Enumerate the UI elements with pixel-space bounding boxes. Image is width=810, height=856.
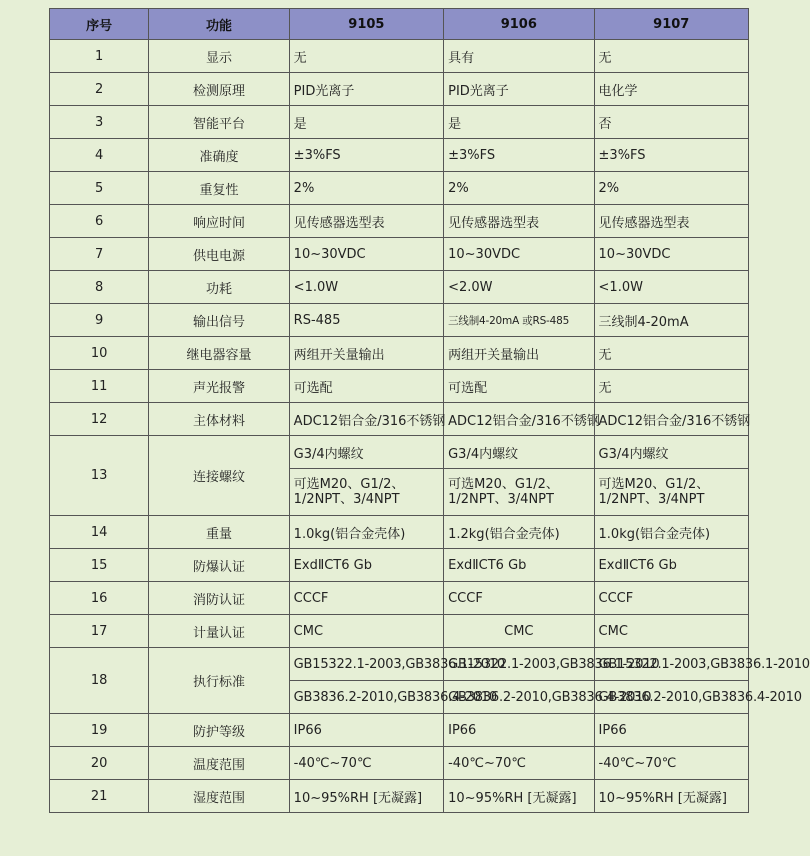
cell-9107: ExdⅡCT6 Gb xyxy=(594,549,748,582)
cell-9107: 2% xyxy=(594,172,748,205)
row-function: 供电电源 xyxy=(149,238,289,271)
cell-9107: 1.0kg(铝合金壳体) xyxy=(594,516,748,549)
cell-9105: -40℃~70℃ xyxy=(289,747,443,780)
cell-9107: 无 xyxy=(594,337,748,370)
cell-9107: 见传感器选型表 xyxy=(594,205,748,238)
options-line-1: 可选M20、G1/2、 xyxy=(293,477,405,492)
cell-9107-options xyxy=(594,469,748,516)
cell-9107: 三线制4-20mA xyxy=(594,304,748,337)
options-line-2: 1/2NPT、3/4NPT xyxy=(448,492,554,507)
header-no: 序号 xyxy=(50,9,149,40)
header-model-9106: 9106 xyxy=(444,9,594,40)
options-line-1: 可选M20、G1/2、 xyxy=(448,477,559,492)
cell-9106: IP66 xyxy=(444,714,594,747)
row-function: 输出信号 xyxy=(149,304,289,337)
cell-9107: CCCF xyxy=(594,582,748,615)
row-number: 19 xyxy=(50,714,149,747)
row-function: 声光报警 xyxy=(149,370,289,403)
cell-9106: G3/4内螺纹 xyxy=(444,436,594,469)
cell-9105: 两组开关量输出 xyxy=(289,337,443,370)
row-number: 3 xyxy=(50,106,149,139)
table-row xyxy=(50,780,749,813)
table-row xyxy=(50,403,749,436)
row-function: 继电器容量 xyxy=(149,337,289,370)
cell-9106: 具有 xyxy=(444,40,594,73)
cell-9105: 1.0kg(铝合金壳体) xyxy=(289,516,443,549)
row-function: 湿度范围 xyxy=(149,780,289,813)
options-line-1: 可选M20、G1/2、 xyxy=(598,477,710,492)
table-row xyxy=(50,40,749,73)
table-row xyxy=(50,615,749,648)
row-function: 显示 xyxy=(149,40,289,73)
row-function: 防爆认证 xyxy=(149,549,289,582)
row-number: 15 xyxy=(50,549,149,582)
cell-9105: 见传感器选型表 xyxy=(289,205,443,238)
cell-9107: -40℃~70℃ xyxy=(594,747,748,780)
cell-9105: PID光离子 xyxy=(289,73,443,106)
header-function: 功能 xyxy=(149,9,289,40)
cell-9106: 两组开关量输出 xyxy=(444,337,594,370)
cell-9105: RS-485 xyxy=(289,304,443,337)
row-number: 1 xyxy=(50,40,149,73)
row-number: 5 xyxy=(50,172,149,205)
cell-9106: ADC12铝合金/316不锈钢 xyxy=(444,403,594,436)
cell-9105: 是 xyxy=(289,106,443,139)
row-function: 重量 xyxy=(149,516,289,549)
table-row xyxy=(50,549,749,582)
row-number: 2 xyxy=(50,73,149,106)
cell-9105: G3/4内螺纹 xyxy=(289,436,443,469)
row-number: 9 xyxy=(50,304,149,337)
row-number: 14 xyxy=(50,516,149,549)
header-row xyxy=(50,9,749,40)
row-function: 准确度 xyxy=(149,139,289,172)
cell-9107: IP66 xyxy=(594,714,748,747)
row-function: 温度范围 xyxy=(149,747,289,780)
row-number: 10 xyxy=(50,337,149,370)
cell-9106: 10~30VDC xyxy=(444,238,594,271)
row-number: 8 xyxy=(50,271,149,304)
cell-9106: CMC xyxy=(444,615,594,648)
cell-9107: 无 xyxy=(594,370,748,403)
cell-9105: 10~95%RH [无凝露] xyxy=(289,780,443,813)
header-model-9105: 9105 xyxy=(289,9,443,40)
cell-9106: -40℃~70℃ xyxy=(444,747,594,780)
row-number: 4 xyxy=(50,139,149,172)
cell-9106: 10~95%RH [无凝露] xyxy=(444,780,594,813)
cell-9106: <2.0W xyxy=(444,271,594,304)
cell-9106: 是 xyxy=(444,106,594,139)
row-number: 6 xyxy=(50,205,149,238)
cell-9105: ExdⅡCT6 Gb xyxy=(289,549,443,582)
row-number: 11 xyxy=(50,370,149,403)
table-row xyxy=(50,648,749,681)
cell-9106-options xyxy=(444,469,594,516)
cell-9105: 10~30VDC xyxy=(289,238,443,271)
table-row xyxy=(50,747,749,780)
options-line-2: 1/2NPT、3/4NPT xyxy=(293,492,400,507)
cell-9107: CMC xyxy=(594,615,748,648)
table-row xyxy=(50,436,749,469)
cell-9105: GB15322.1-2003,GB3836.1-2010 xyxy=(289,648,443,681)
cell-9106: PID光离子 xyxy=(444,73,594,106)
table-row xyxy=(50,304,749,337)
table-row xyxy=(50,205,749,238)
table-row xyxy=(50,238,749,271)
cell-9107: ADC12铝合金/316不锈钢 xyxy=(594,403,748,436)
row-function: 检测原理 xyxy=(149,73,289,106)
cell-9105-options xyxy=(289,469,443,516)
cell-9105: CMC xyxy=(289,615,443,648)
cell-9106: 2% xyxy=(444,172,594,205)
cell-9106: GB15322.1-2003,GB3836.1-2010 xyxy=(444,648,594,681)
table-row xyxy=(50,516,749,549)
cell-9106: 可选配 xyxy=(444,370,594,403)
row-function: 响应时间 xyxy=(149,205,289,238)
cell-9106: 三线制4-20mA 或RS-485 xyxy=(444,304,594,337)
cell-9107: 无 xyxy=(594,40,748,73)
row-number: 21 xyxy=(50,780,149,813)
cell-9107: ±3%FS xyxy=(594,139,748,172)
cell-9105: 2% xyxy=(289,172,443,205)
cell-9105-extra: GB3836.2-2010,GB3836.4-2010 xyxy=(289,681,443,714)
row-number: 13 xyxy=(50,436,149,516)
cell-9105: CCCF xyxy=(289,582,443,615)
cell-9107: G3/4内螺纹 xyxy=(594,436,748,469)
row-function: 智能平台 xyxy=(149,106,289,139)
row-function: 功耗 xyxy=(149,271,289,304)
table-row xyxy=(50,73,749,106)
cell-9106: 1.2kg(铝合金壳体) xyxy=(444,516,594,549)
cell-9105: 无 xyxy=(289,40,443,73)
cell-9106: 见传感器选型表 xyxy=(444,205,594,238)
row-function: 主体材料 xyxy=(149,403,289,436)
cell-9105: ADC12铝合金/316不锈钢 xyxy=(289,403,443,436)
cell-9107-extra: GB3836.2-2010,GB3836.4-2010 xyxy=(594,681,748,714)
table-row xyxy=(50,582,749,615)
row-function: 连接螺纹 xyxy=(149,436,289,516)
row-function: 消防认证 xyxy=(149,582,289,615)
cell-9107: GB15322.1-2003,GB3836.1-2010 xyxy=(594,648,748,681)
row-number: 17 xyxy=(50,615,149,648)
table-row xyxy=(50,139,749,172)
cell-9106: ExdⅡCT6 Gb xyxy=(444,549,594,582)
table-row xyxy=(50,271,749,304)
row-number: 20 xyxy=(50,747,149,780)
table-row xyxy=(50,337,749,370)
row-function: 防护等级 xyxy=(149,714,289,747)
cell-9107: <1.0W xyxy=(594,271,748,304)
cell-9106-extra: GB3836.2-2010,GB3836.4-2010 xyxy=(444,681,594,714)
cell-9107: 否 xyxy=(594,106,748,139)
row-function: 计量认证 xyxy=(149,615,289,648)
table-row xyxy=(50,172,749,205)
cell-9106: CCCF xyxy=(444,582,594,615)
cell-9105: <1.0W xyxy=(289,271,443,304)
cell-9107: 10~30VDC xyxy=(594,238,748,271)
header-model-9107: 9107 xyxy=(594,9,748,40)
cell-9107: 电化学 xyxy=(594,73,748,106)
row-function: 执行标准 xyxy=(149,648,289,714)
cell-9107: 10~95%RH [无凝露] xyxy=(594,780,748,813)
table-row xyxy=(50,714,749,747)
cell-9105: ±3%FS xyxy=(289,139,443,172)
spec-table xyxy=(49,8,810,813)
table-row xyxy=(50,106,749,139)
row-number: 16 xyxy=(50,582,149,615)
row-number: 18 xyxy=(50,648,149,714)
options-line-2: 1/2NPT、3/4NPT xyxy=(598,492,705,507)
cell-9106: ±3%FS xyxy=(444,139,594,172)
cell-9105: 可选配 xyxy=(289,370,443,403)
row-number: 7 xyxy=(50,238,149,271)
row-number: 12 xyxy=(50,403,149,436)
row-function: 重复性 xyxy=(149,172,289,205)
table-row xyxy=(50,370,749,403)
cell-9105: IP66 xyxy=(289,714,443,747)
